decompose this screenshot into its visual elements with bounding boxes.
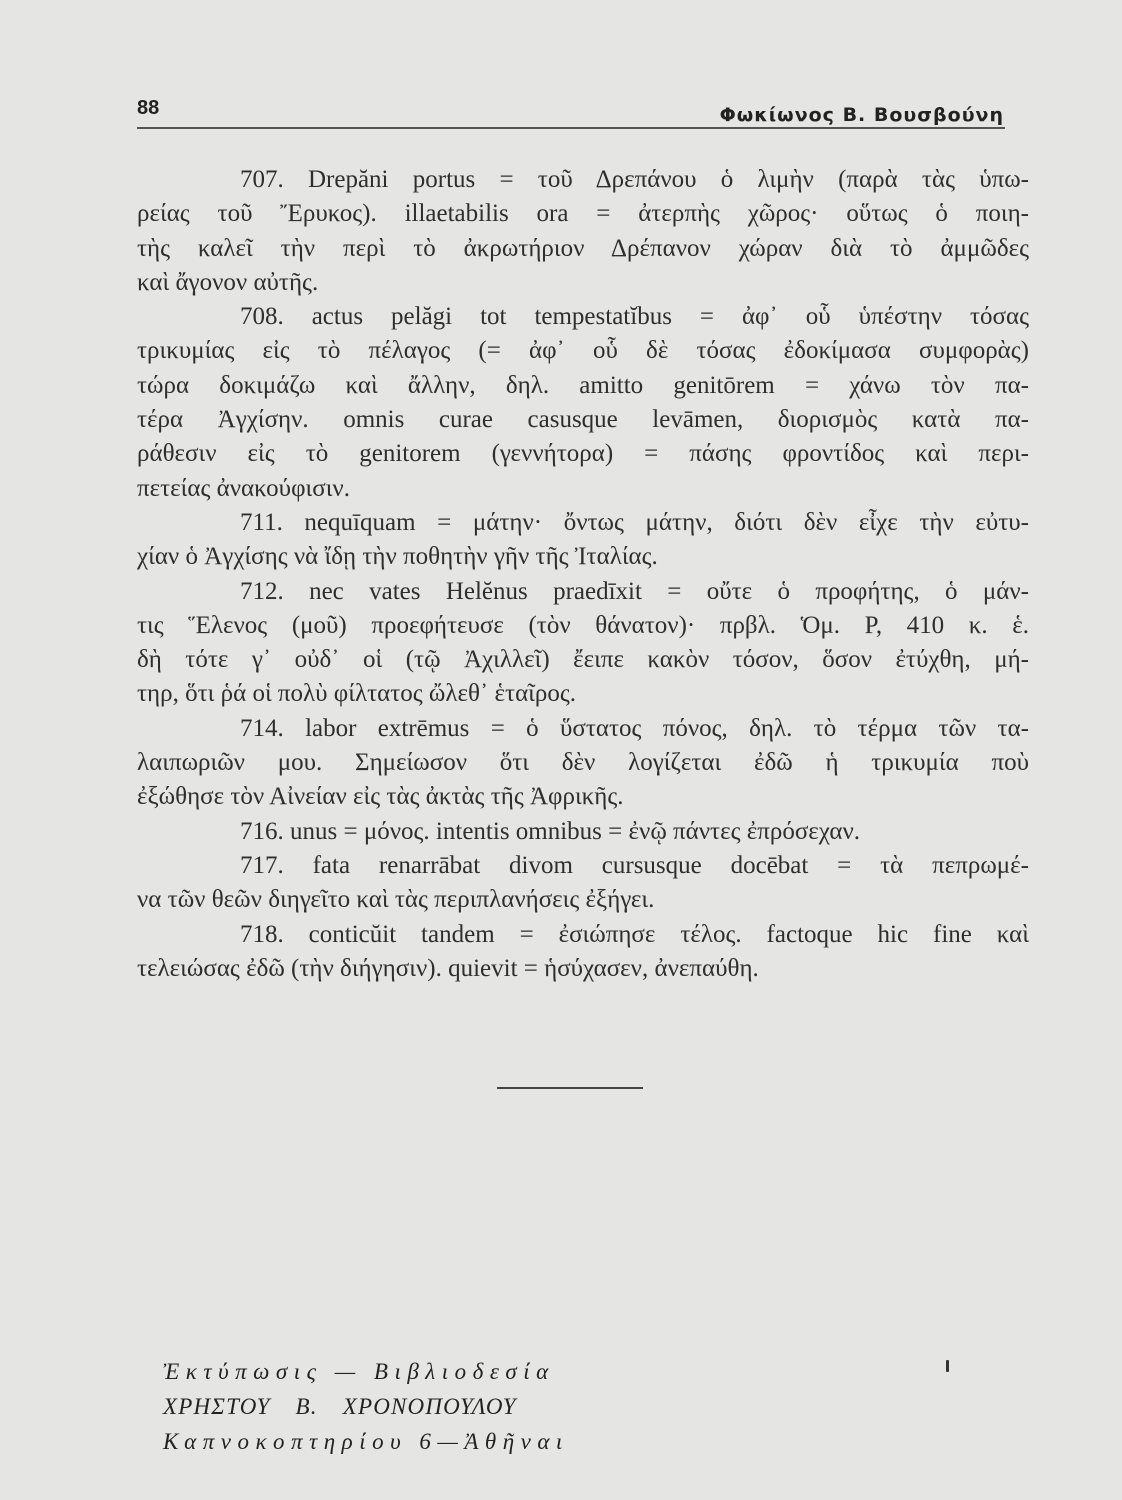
text-line: τρικυμίας εἰς τὸ πέλαγος (= ἀφ᾽ οὗ δὲ τόσας ἐδοκίμασα συμφορὰς) xyxy=(137,337,1029,365)
text-line: τελειώσας ἐδῶ (τὴν διήγησιν). quievit = ἡσύχασεν, ἀνεπαύθη. xyxy=(137,954,759,982)
text-line: 718. conticŭit tandem = ἐσιώπησε τέλος. factoque hic fine καὶ xyxy=(240,920,1029,948)
text-line: 708. actus pelăgi tot tempestatĭbus = ἀφ᾽ οὗ ὑπέστην τόσας xyxy=(240,303,1029,331)
running-title: Φωκίωνος Β. Βουσβούνη xyxy=(719,104,1004,126)
colophon-line-address: Καπνοκοπτηρίου 6—Ἀθῆναι xyxy=(163,1429,569,1454)
header-rule xyxy=(137,127,1005,129)
text-line: χίαν ὁ Ἀγχίσης νὰ ἴδῃ τὴν ποθητὴν γῆν τῆς Ἰταλίας. xyxy=(137,543,658,571)
text-line: τις Ἕλενος (μοῦ) προεφήτευσε (τὸν θάνατον)· πρβλ. Ὁμ. Ρ, 410 κ. ἑ. xyxy=(137,611,1029,639)
page-number: 88 xyxy=(137,97,160,119)
text-line: πετείας ἀνακούφισιν. xyxy=(137,474,350,502)
ink-mark xyxy=(946,1360,949,1372)
text-line: τώρα δοκιμάζω καὶ ἄλλην, δηλ. amitto genitōrem = χάνω τὸν πα- xyxy=(137,371,1029,399)
text-line: 707. Drepăni portus = τοῦ Δρεπάνου ὁ λιμὴν (παρὰ τὰς ὑπω- xyxy=(240,166,1029,193)
text-line: ρείας τοῦ Ἔρυκος). illaetabilis ora = ἀτερπὴς χῶρος· οὕτως ὁ ποιη- xyxy=(137,200,1029,228)
colophon-line-printer: ΧΡΗΣΤΟΥ Β. ΧΡΟΝΟΠΟΥΛΟΥ xyxy=(163,1394,517,1419)
text-line: τὴς καλεῖ τὴν περὶ τὸ ἀκρωτήριον Δρέπανον χώραν διὰ τὸ ἀμμῶδες xyxy=(137,234,1029,262)
text-line: 714. labor extrēmus = ὁ ὕστατος πόνος, δηλ. τὸ τέρμα τῶν τα- xyxy=(240,714,1029,742)
text-line: να τῶν θεῶν διηγεῖτο καὶ τὰς περιπλανήσεις ἐξήγει. xyxy=(137,886,655,914)
text-line: 712. nec vates Helĕnus praedīxit = οὔτε ὁ προφήτης, ὁ μάν- xyxy=(240,577,1029,605)
note-paragraph xyxy=(137,506,1029,575)
note-paragraph xyxy=(137,300,1029,506)
printer-colophon xyxy=(163,1354,569,1459)
commentary-body xyxy=(137,163,1029,986)
note-paragraph xyxy=(137,575,1029,712)
note-paragraph xyxy=(137,815,1029,849)
text-line: καὶ ἄγονον αὐτῆς. xyxy=(137,268,319,296)
end-rule xyxy=(497,1087,643,1089)
text-line: ἐξώθησε τὸν Αἰνείαν εἰς τὰς ἀκτὰς τῆς Ἀφρικῆς. xyxy=(137,783,624,811)
text-line: ράθεσιν εἰς τὸ genitorem (γεννήτορα) = πάσης φροντίδος καὶ περι- xyxy=(137,440,1029,468)
note-paragraph xyxy=(137,918,1029,987)
note-paragraph xyxy=(137,849,1029,918)
text-line: δὴ τότε γ᾽ οὐδ᾽ οἱ (τῷ Ἀχιλλεῖ) ἔειπε κακὸν τόσον, ὅσον ἐτύχθη, μή- xyxy=(137,646,1029,674)
text-line: τέρα Ἀγχίσην. omnis curae casusque levāmen, διορισμὸς κατὰ πα- xyxy=(137,406,1029,434)
text-line: 716. unus = μόνος. intentis omnibus = ἐνῷ πάντες ἐπρόσεχαν. xyxy=(240,817,861,845)
text-line: 717. fata renarrābat divom cursusque docēbat = τὰ πεπρωμέ- xyxy=(240,851,1029,879)
text-line: λαιπωριῶν μου. Σημείωσον ὅτι δὲν λογίζεται ἐδῶ ἡ τρικυμία ποὺ xyxy=(137,749,1029,777)
text-line: 711. nequīquam = μάτην· ὄντως μάτην, διότι δὲν εἶχε τὴν εὐτυ- xyxy=(240,508,1029,536)
note-paragraph xyxy=(137,712,1029,815)
text-line: τηρ, ὅτι ῥά οἱ πολὺ φίλτατος ὤλεθ᾽ ἑταῖρος. xyxy=(137,680,577,708)
colophon-line-printing: Ἐκτύπωσις — Βιβλιοδεσία xyxy=(163,1359,555,1384)
note-paragraph xyxy=(137,163,1029,300)
